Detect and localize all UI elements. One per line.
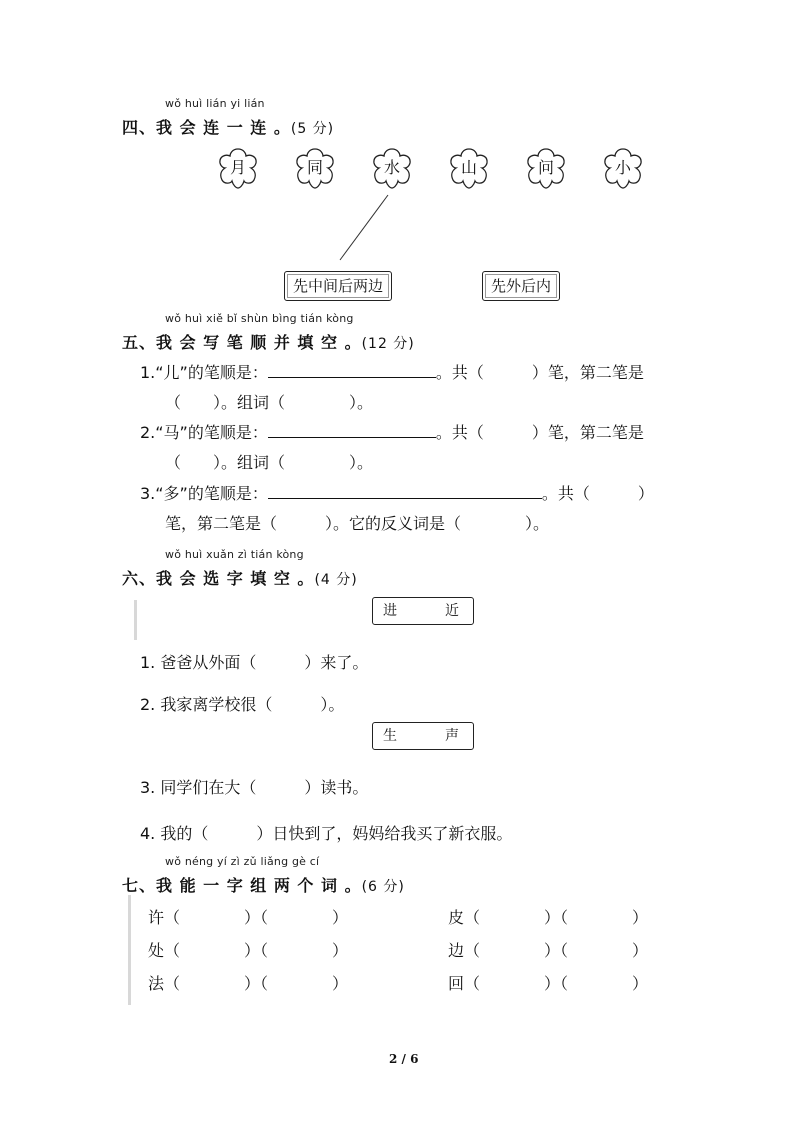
sec6-q3: 3. 同学们在大（ ）读书。 <box>140 778 369 797</box>
choice-char-sheng-sound[interactable]: 声 <box>445 728 459 744</box>
sec7-pinyin: wǒ néng yí zì zǔ liǎng gè cí <box>165 855 320 868</box>
choice-char-jin[interactable]: 进 <box>383 603 397 619</box>
q2-prompt: 2.“马”的笔顺是： <box>140 423 268 442</box>
sec7-left-row-1[interactable]: 许（ ）（ ） <box>148 908 349 927</box>
choice-char-sheng[interactable]: 生 <box>383 728 397 744</box>
sec5-q3-line2: 笔，第二笔是（ ）。它的反义词是（ ）。 <box>165 514 550 533</box>
q2-count-prompt: 。共（ ）笔，第二笔是 <box>435 423 644 442</box>
sec5-q1-line1 <box>140 360 644 383</box>
sec5-q2-line2: （ ）。组词（ ）。 <box>165 453 374 472</box>
flower-char-text: 月 <box>229 158 246 177</box>
flower-char-text: 小 <box>614 158 631 177</box>
q1-answer-line[interactable] <box>268 376 436 378</box>
sec7-points: (6 分) <box>361 879 405 895</box>
sec5-pinyin: wǒ huì xiě bǐ shùn bìng tián kòng <box>165 312 354 325</box>
sec6-q2: 2. 我家离学校很（ ）。 <box>140 695 345 714</box>
q3-answer-line[interactable] <box>268 497 542 499</box>
stroke-rule-box-2[interactable] <box>482 271 560 301</box>
sec5-points: (12 分) <box>361 336 415 352</box>
margin-mark <box>128 895 131 1005</box>
sec5-q2-line1 <box>140 420 644 443</box>
page-number: 2 / 6 <box>389 1052 419 1066</box>
sec6-q1: 1. 爸爸从外面（ ）来了。 <box>140 653 369 672</box>
sec5-title <box>122 330 415 353</box>
flower-char-text: 问 <box>537 158 554 177</box>
choice-box-2 <box>372 722 474 750</box>
sec4-pinyin: wǒ huì lián yi lián <box>165 97 265 110</box>
sec6-title <box>122 566 358 589</box>
flower-char-text: 水 <box>383 158 400 177</box>
flower-char-text: 山 <box>460 158 477 177</box>
flower-char-text: 同 <box>306 158 323 177</box>
sec6-pinyin: wǒ huì xuǎn zì tián kòng <box>165 548 304 561</box>
connect-line <box>0 0 800 300</box>
sec7-right-row-1[interactable]: 皮（ ）（ ） <box>448 908 649 927</box>
sec4-points: (5 分) <box>290 121 335 137</box>
q3-prompt: 3.“多”的笔顺是： <box>140 484 268 503</box>
sec6-q4: 4. 我的（ ）日快到了，妈妈给我买了新衣服。 <box>140 824 513 843</box>
sec5-q3-line1 <box>140 481 654 504</box>
margin-mark <box>134 600 137 640</box>
stroke-rule-text: 先中间后两边 <box>293 277 384 295</box>
stroke-rule-box-1[interactable] <box>284 271 392 301</box>
sec7-left-row-2[interactable]: 处（ ）（ ） <box>148 941 349 960</box>
q2-answer-line[interactable] <box>268 436 436 438</box>
sec5-title-text: 五、我 会 写 笔 顺 并 填 空 。 <box>122 333 362 352</box>
sec7-title <box>122 873 405 896</box>
q1-prompt: 1.“儿”的笔顺是： <box>140 363 268 382</box>
sec7-right-row-2[interactable]: 边（ ）（ ） <box>448 941 649 960</box>
sec7-left-row-3[interactable]: 法（ ）（ ） <box>148 974 349 993</box>
stroke-rule-text: 先外后内 <box>491 277 552 295</box>
sec7-right-row-3[interactable]: 回（ ）（ ） <box>448 974 649 993</box>
q3-count-prompt: 。共（ ） <box>541 484 654 503</box>
sec4-title-text: 四、我 会 连 一 连 。 <box>122 118 291 137</box>
choice-char-jin-near[interactable]: 近 <box>445 603 459 619</box>
q1-count-prompt: 。共（ ）笔，第二笔是 <box>435 363 644 382</box>
sec7-title-text: 七、我 能 一 字 组 两 个 词 。 <box>122 876 362 895</box>
sec6-title-text: 六、我 会 选 字 填 空 。 <box>122 569 315 588</box>
sec6-points: (4 分) <box>314 572 358 588</box>
choice-box-1 <box>372 597 474 625</box>
sec5-q1-line2: （ ）。组词（ ）。 <box>165 393 374 412</box>
